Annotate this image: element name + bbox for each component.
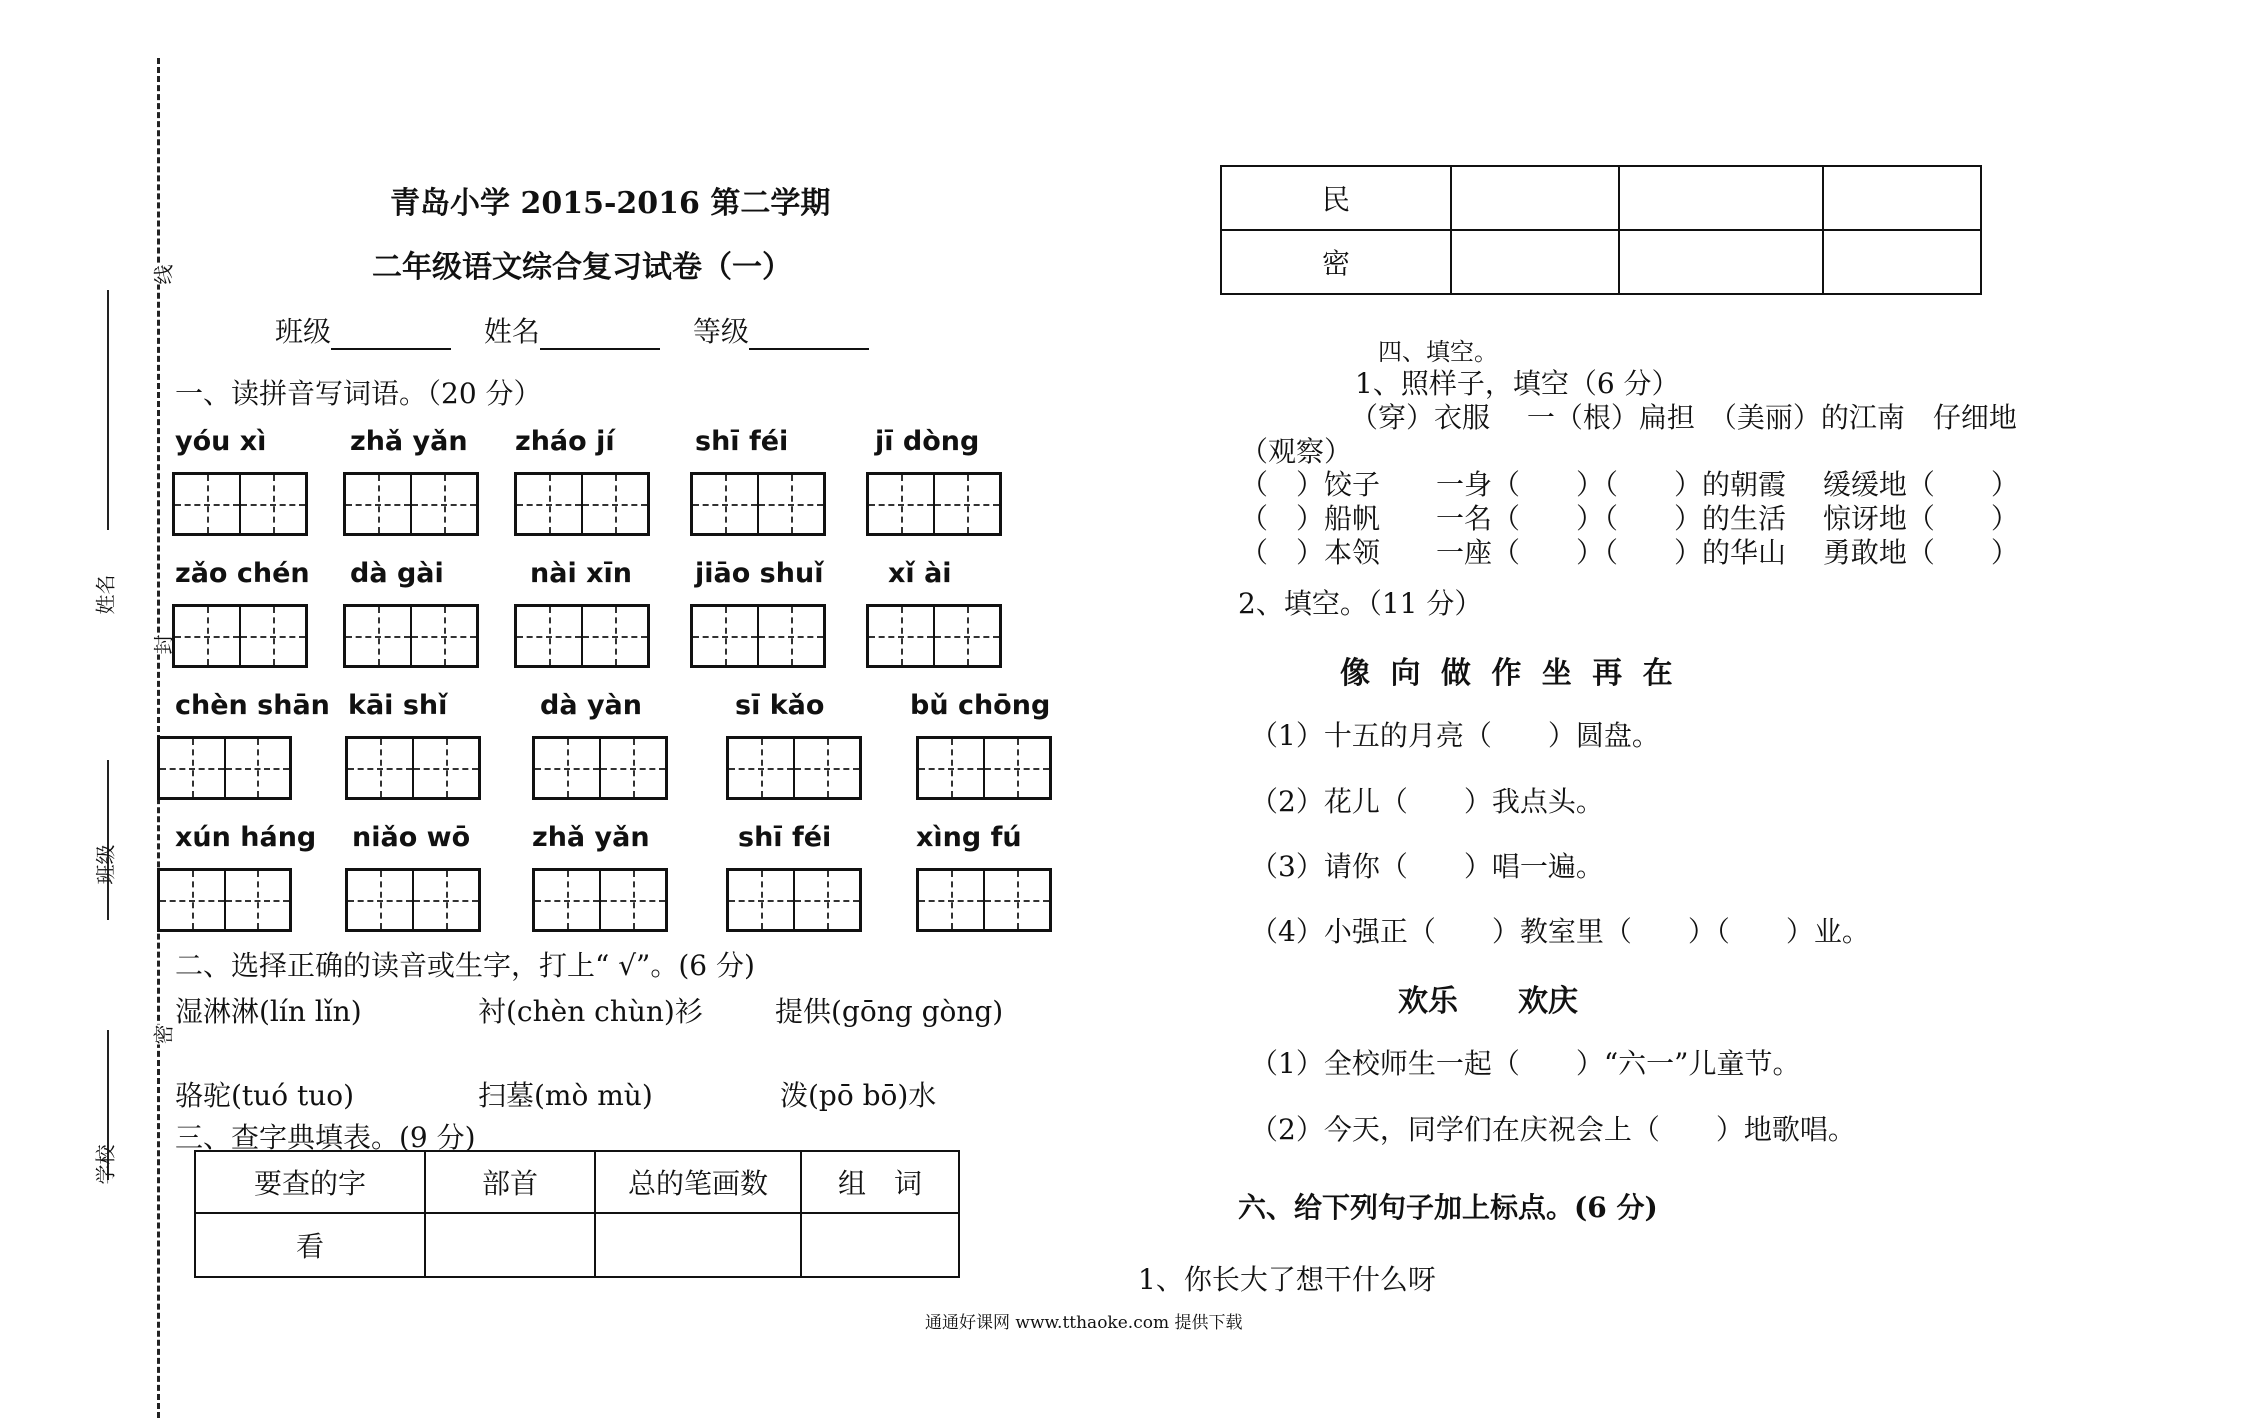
table-cell[interactable] xyxy=(1451,166,1619,230)
sec4-q1-title: 1、照样子，填空（6 分） xyxy=(1355,367,1680,400)
pinyin: zháo jí xyxy=(515,426,615,457)
tianzige-box[interactable] xyxy=(172,604,308,668)
name-blank-line xyxy=(107,290,109,530)
sec4-q1-line[interactable]: （ ）本领 一座（ ）（ ）的华山 勇敢地（ ） xyxy=(1240,536,2019,569)
pinyin: chèn shān xyxy=(175,690,330,721)
sec2-item[interactable]: 扫墓(mò mù) xyxy=(478,1079,653,1112)
sec4-q1-example: （穿）衣服 一（根）扁担 （美丽）的江南 仔细地 xyxy=(1350,401,2017,434)
pinyin: jiāo shuǐ xyxy=(695,558,824,589)
exam-title-line2: 二年级语文综合复习试卷（一） xyxy=(372,250,792,285)
sec2-item[interactable]: 骆驼(tuó tuo) xyxy=(175,1079,355,1112)
tianzige-box[interactable] xyxy=(157,868,292,932)
exam-title-line1: 青岛小学 2015-2016 第二学期 xyxy=(390,186,831,221)
table-cell: 民 xyxy=(1221,166,1451,230)
sec4-q2-line[interactable]: （1）十五的月亮（ ）圆盘。 xyxy=(1250,719,1660,752)
pinyin: shī féi xyxy=(695,426,789,457)
grade-blank[interactable] xyxy=(749,318,869,350)
table-cell[interactable] xyxy=(801,1213,959,1277)
table-cell: 密 xyxy=(1221,230,1451,294)
footer-source: 通通好课网 www.tthaoke.com 提供下载 xyxy=(925,1313,1243,1333)
seal-char-xian: 线 xyxy=(148,265,177,285)
pinyin: jī dòng xyxy=(875,426,980,457)
table-cell[interactable] xyxy=(1619,230,1823,294)
sec6-q1[interactable]: 1、你长大了想干什么呀 xyxy=(1138,1263,1436,1296)
tianzige-box[interactable] xyxy=(866,472,1002,536)
info-line xyxy=(275,310,869,350)
side-label-school: 学校 xyxy=(93,1144,118,1185)
tianzige-box[interactable] xyxy=(343,604,479,668)
tianzige-box[interactable] xyxy=(866,604,1002,668)
tianzige-box[interactable] xyxy=(345,868,481,932)
tianzige-box[interactable] xyxy=(690,472,826,536)
table-header: 要查的字 xyxy=(195,1151,425,1213)
sec4-q2-line[interactable]: （3）请你（ ）唱一遍。 xyxy=(1250,850,1604,883)
pinyin: nài xīn xyxy=(530,558,632,589)
sec2-item[interactable]: 泼(pō bō)水 xyxy=(780,1079,937,1112)
pinyin: sī kǎo xyxy=(735,690,825,721)
dictionary-table-continued xyxy=(1220,165,1982,295)
table-cell: 看 xyxy=(195,1213,425,1277)
sec4-q2-wordbank2: 欢乐 欢庆 xyxy=(1398,984,1578,1019)
table-header: 组 词 xyxy=(801,1151,959,1213)
tianzige-box[interactable] xyxy=(172,472,308,536)
sec2-item[interactable]: 衬(chèn chùn)衫 xyxy=(478,995,703,1028)
side-label-class: 班级 xyxy=(93,844,118,885)
sec4-q1-example2: （观察） xyxy=(1240,435,1353,468)
tianzige-box[interactable] xyxy=(514,604,650,668)
sec6-heading: 六、给下列句子加上标点。(6 分) xyxy=(1238,1191,1658,1224)
sec2-item[interactable]: 提供(gōng gòng) xyxy=(775,995,1004,1028)
sec4-q2-wordbank1: 像 向 做 作 坐 再 在 xyxy=(1340,656,1673,691)
info-class-label: 班级 xyxy=(275,315,332,348)
table-header: 总的笔画数 xyxy=(595,1151,801,1213)
sec2-heading: 二、选择正确的读音或生字，打上“ √”。(6 分) xyxy=(175,949,755,982)
class-blank[interactable] xyxy=(331,318,451,350)
tianzige-box[interactable] xyxy=(532,868,668,932)
sec4-q2-title: 2、填空。（11 分） xyxy=(1238,587,1483,620)
sec4-q1-line[interactable]: （ ）船帆 一名（ ）（ ）的生活 惊讶地（ ） xyxy=(1240,502,2019,535)
tianzige-box[interactable] xyxy=(532,736,668,800)
class-blank-line xyxy=(107,760,109,920)
sec1-heading: 一、读拼音写词语。（20 分） xyxy=(175,377,542,410)
tianzige-box[interactable] xyxy=(726,736,862,800)
pinyin: dà gài xyxy=(350,558,444,589)
sec3-heading: 三、查字典填表。(9 分) xyxy=(175,1121,476,1154)
table-cell[interactable] xyxy=(595,1213,801,1277)
pinyin: zhǎ yǎn xyxy=(532,822,650,853)
name-blank[interactable] xyxy=(540,318,660,350)
pinyin: xǐ ài xyxy=(888,558,952,589)
pinyin: xìng fú xyxy=(916,822,1022,853)
pinyin: kāi shǐ xyxy=(348,690,448,721)
pinyin: zǎo chén xyxy=(175,558,310,589)
tianzige-box[interactable] xyxy=(343,472,479,536)
tianzige-box[interactable] xyxy=(916,736,1052,800)
table-header: 部首 xyxy=(425,1151,595,1213)
tianzige-box[interactable] xyxy=(726,868,862,932)
sec4-heading: 四、填空。 xyxy=(1378,338,1498,366)
info-grade-label: 等级 xyxy=(692,315,749,348)
table-cell[interactable] xyxy=(1823,166,1981,230)
sec4-q2-line[interactable]: （2）花儿（ ）我点头。 xyxy=(1250,785,1604,818)
table-cell[interactable] xyxy=(1451,230,1619,294)
tianzige-box[interactable] xyxy=(514,472,650,536)
table-cell[interactable] xyxy=(425,1213,595,1277)
tianzige-box[interactable] xyxy=(157,736,292,800)
table-cell[interactable] xyxy=(1823,230,1981,294)
pinyin: shī féi xyxy=(738,822,832,853)
sec2-item[interactable]: 湿淋淋(lín lǐn) xyxy=(175,995,362,1028)
seal-char-mi: 密 xyxy=(148,1025,177,1045)
pinyin: xún háng xyxy=(175,822,317,853)
side-label-name: 姓名 xyxy=(93,574,118,615)
info-name-label: 姓名 xyxy=(483,315,540,348)
pinyin: niǎo wō xyxy=(352,822,471,853)
sec4-q2-line[interactable]: （1）全校师生一起（ ）“六一”儿童节。 xyxy=(1250,1047,1801,1080)
tianzige-box[interactable] xyxy=(690,604,826,668)
pinyin: bǔ chōng xyxy=(910,690,1051,721)
sec4-q2-line[interactable]: （4）小强正（ ）教室里（ ）（ ）业。 xyxy=(1250,915,1870,948)
tianzige-box[interactable] xyxy=(345,736,481,800)
sec4-q2-line[interactable]: （2）今天，同学们在庆祝会上（ ）地歌唱。 xyxy=(1250,1113,1856,1146)
table-cell[interactable] xyxy=(1619,166,1823,230)
pinyin: zhǎ yǎn xyxy=(350,426,468,457)
dictionary-table xyxy=(194,1150,960,1278)
seal-char-feng: 封 xyxy=(148,635,177,655)
sec4-q1-line[interactable]: （ ）饺子 一身（ ）（ ）的朝霞 缓缓地（ ） xyxy=(1240,468,2019,501)
pinyin: dà yàn xyxy=(540,690,642,721)
tianzige-box[interactable] xyxy=(916,868,1052,932)
pinyin: yóu xì xyxy=(175,426,267,457)
